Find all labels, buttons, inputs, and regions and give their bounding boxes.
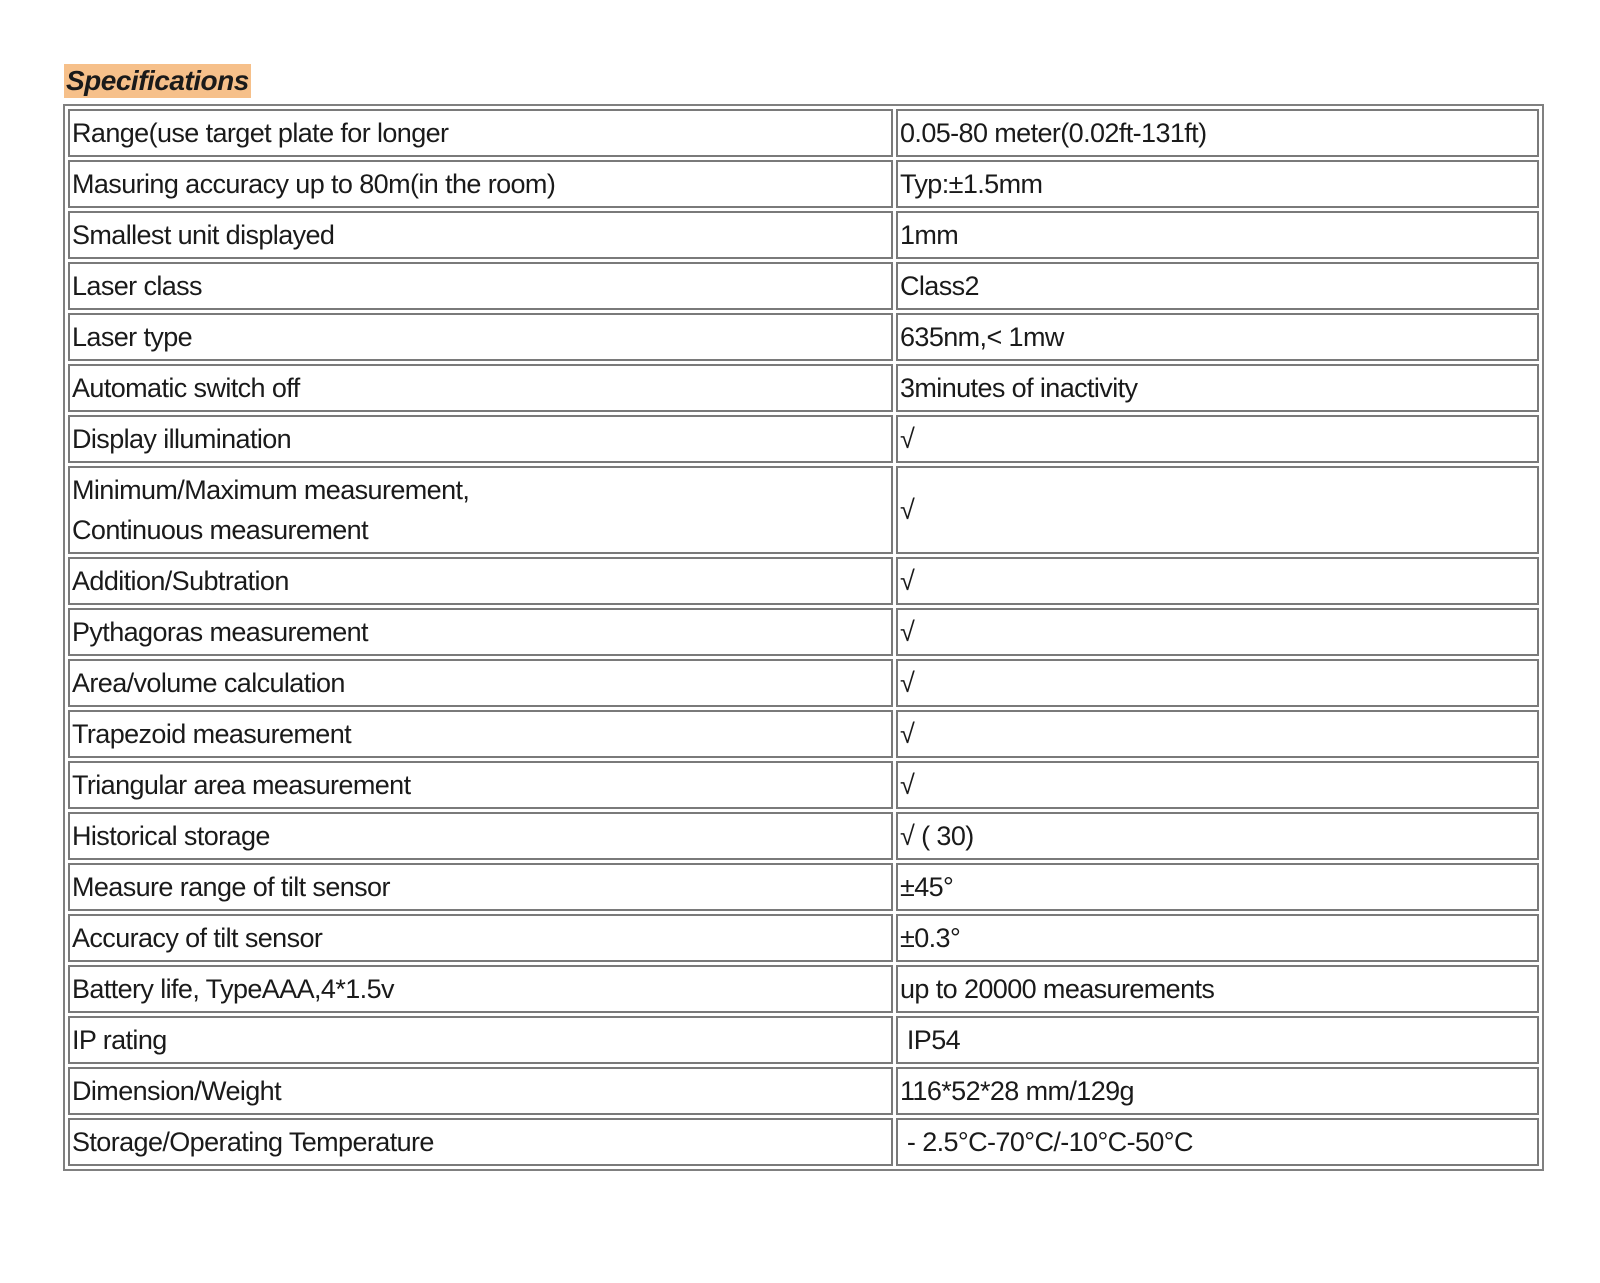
spec-value: √ bbox=[896, 761, 1539, 809]
table-row bbox=[68, 1016, 1539, 1064]
spec-label: Pythagoras measurement bbox=[68, 608, 893, 656]
spec-label-line: Minimum/Maximum measurement, bbox=[72, 475, 470, 505]
table-row bbox=[68, 109, 1539, 157]
spec-value: 0.05-80 meter(0.02ft-131ft) bbox=[896, 109, 1539, 157]
spec-value: 3minutes of inactivity bbox=[896, 364, 1539, 412]
table-row bbox=[68, 965, 1539, 1013]
spec-label-line: Continuous measurement bbox=[72, 515, 368, 545]
table-row bbox=[68, 211, 1539, 259]
specifications-heading: Specifications bbox=[66, 65, 249, 96]
spec-value: √ bbox=[896, 710, 1539, 758]
spec-label: Trapezoid measurement bbox=[68, 710, 893, 758]
spec-label: Range(use target plate for longer bbox=[68, 109, 893, 157]
spec-value: √ bbox=[896, 466, 1539, 554]
spec-label: Battery life, TypeAAA,4*1.5v bbox=[68, 965, 893, 1013]
spec-label: Triangular area measurement bbox=[68, 761, 893, 809]
spec-label: Laser type bbox=[68, 313, 893, 361]
table-row bbox=[68, 466, 1539, 554]
table-row bbox=[68, 262, 1539, 310]
table-row bbox=[68, 1067, 1539, 1115]
spec-label: Display illumination bbox=[68, 415, 893, 463]
table-row bbox=[68, 659, 1539, 707]
table-row bbox=[68, 313, 1539, 361]
spec-value: 1mm bbox=[896, 211, 1539, 259]
spec-value: √ ( 30) bbox=[896, 812, 1539, 860]
spec-value: IP54 bbox=[896, 1016, 1539, 1064]
spec-label bbox=[68, 466, 893, 554]
spec-value: √ bbox=[896, 608, 1539, 656]
spec-value: √ bbox=[896, 557, 1539, 605]
spec-label: Smallest unit displayed bbox=[68, 211, 893, 259]
spec-value: √ bbox=[896, 415, 1539, 463]
spec-value: 635nm,< 1mw bbox=[896, 313, 1539, 361]
spec-value: up to 20000 measurements bbox=[896, 965, 1539, 1013]
spec-value: √ bbox=[896, 659, 1539, 707]
spec-label: Automatic switch off bbox=[68, 364, 893, 412]
table-row bbox=[68, 415, 1539, 463]
spec-label: Addition/Subtration bbox=[68, 557, 893, 605]
table-row bbox=[68, 557, 1539, 605]
table-row bbox=[68, 1118, 1539, 1166]
table-row bbox=[68, 761, 1539, 809]
spec-label: Storage/Operating Temperature bbox=[68, 1118, 893, 1166]
spec-label: Dimension/Weight bbox=[68, 1067, 893, 1115]
spec-value: 116*52*28 mm/129g bbox=[896, 1067, 1539, 1115]
spec-label: Masuring accuracy up to 80m(in the room) bbox=[68, 160, 893, 208]
spec-label: Historical storage bbox=[68, 812, 893, 860]
spec-value: ±45° bbox=[896, 863, 1539, 911]
table-row bbox=[68, 914, 1539, 962]
table-row bbox=[68, 608, 1539, 656]
specifications-table bbox=[63, 104, 1544, 1171]
spec-value: Class2 bbox=[896, 262, 1539, 310]
spec-value: Typ:±1.5mm bbox=[896, 160, 1539, 208]
spec-label: Area/volume calculation bbox=[68, 659, 893, 707]
spec-label: IP rating bbox=[68, 1016, 893, 1064]
spec-label: Measure range of tilt sensor bbox=[68, 863, 893, 911]
table-row bbox=[68, 364, 1539, 412]
table-row bbox=[68, 812, 1539, 860]
table-row bbox=[68, 863, 1539, 911]
spec-value: ±0.3° bbox=[896, 914, 1539, 962]
table-row bbox=[68, 160, 1539, 208]
spec-label: Accuracy of tilt sensor bbox=[68, 914, 893, 962]
table-row bbox=[68, 710, 1539, 758]
spec-value: - 2.5°C-70°C/-10°C-50°C bbox=[896, 1118, 1539, 1166]
spec-label: Laser class bbox=[68, 262, 893, 310]
